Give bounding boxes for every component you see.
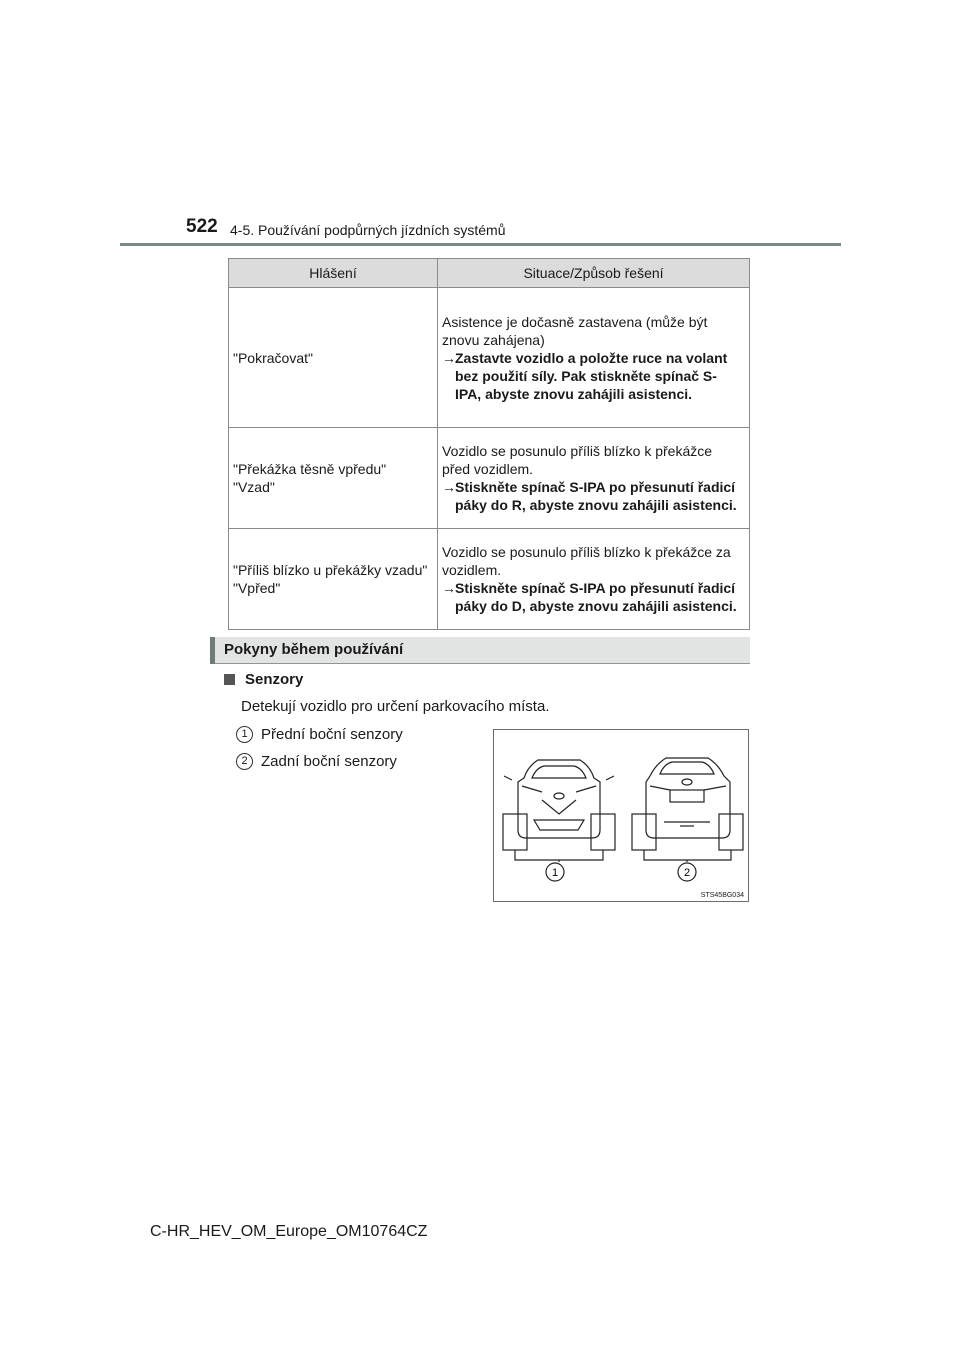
- arrow-right-icon: →: [442, 349, 456, 366]
- subheading: [224, 671, 303, 688]
- figure-code: STS45BG034: [700, 892, 744, 899]
- header-rule: [120, 243, 841, 246]
- situation-cell: [438, 288, 750, 428]
- rear-right-sensor-zone: [719, 814, 743, 850]
- table-row: [229, 288, 750, 428]
- front-right-sensor-zone: [591, 814, 615, 850]
- callout-2-label: 2: [683, 867, 691, 879]
- message-table: [228, 258, 750, 630]
- message-text: "Vpřed": [233, 580, 281, 596]
- action-text: Stiskněte spínač S-IPA po přesunutí řadicí páky do D, abyste znovu zahájili asistenci.: [455, 580, 737, 614]
- number-badge: 1: [236, 726, 253, 743]
- car-sensor-illustration: [494, 730, 750, 903]
- situation-cell: [438, 428, 750, 529]
- rear-left-sensor-zone: [632, 814, 656, 850]
- section-title: Pokyny během používání: [224, 641, 404, 658]
- square-bullet-icon: [224, 674, 235, 685]
- list-item-label: Přední boční senzory: [261, 726, 403, 743]
- subheading-text: Senzory: [245, 671, 304, 688]
- situation-cell: [438, 529, 750, 630]
- table-row: [229, 529, 750, 630]
- situation-text: Vozidlo se posunulo příliš blízko k překážce před vozidlem.: [442, 443, 713, 477]
- situation-text: Asistence je dočasně zastavena (může být znovu zahájena): [442, 313, 708, 348]
- list-item-label: Zadní boční senzory: [261, 753, 397, 770]
- list-item: [236, 753, 397, 770]
- section-heading-bar: [210, 637, 750, 664]
- footer-document-id: C-HR_HEV_OM_Europe_OM10764CZ: [150, 1223, 428, 1240]
- message-text: "Překážka těsně vpředu": [233, 461, 387, 477]
- front-car-illustration: [504, 760, 614, 838]
- column-header-message: Hlášení: [229, 259, 438, 288]
- page-number: 522: [186, 216, 218, 237]
- message-cell: [229, 529, 438, 630]
- front-left-sensor-zone: [503, 814, 527, 850]
- message-text: "Pokračovat": [233, 349, 313, 366]
- callout-1-label: 1: [551, 867, 559, 879]
- action-text: Stiskněte spínač S-IPA po přesunutí řadicí páky do R, abyste znovu zahájili asistenci.: [455, 479, 737, 513]
- number-badge: 2: [236, 753, 253, 770]
- action-text: Zastavte vozidlo a položte ruce na volant bez použití síly. Pak stiskněte spínač S-IPA, abyste znovu zahájili asistenci.: [455, 349, 728, 402]
- arrow-right-icon: →: [442, 479, 456, 495]
- situation-text: Vozidlo se posunulo příliš blízko k překážce za vozidlem.: [442, 544, 731, 578]
- arrow-right-icon: →: [442, 580, 456, 596]
- message-text: "Příliš blízko u překážky vzadu": [233, 562, 428, 578]
- sensor-figure: [493, 729, 749, 902]
- description-text: Detekují vozidlo pro určení parkovacího místa.: [241, 698, 550, 715]
- column-header-situation: Situace/Způsob řešení: [438, 259, 750, 288]
- message-cell: [229, 428, 438, 529]
- table-header-row: [229, 259, 750, 288]
- message-text: "Vzad": [233, 479, 275, 495]
- section-accent: [210, 637, 215, 664]
- list-item: [236, 726, 403, 743]
- message-cell: [229, 288, 438, 428]
- chapter-title: 4-5. Používání podpůrných jízdních systémů: [230, 222, 506, 238]
- table-row: [229, 428, 750, 529]
- rear-car-illustration: [646, 758, 730, 838]
